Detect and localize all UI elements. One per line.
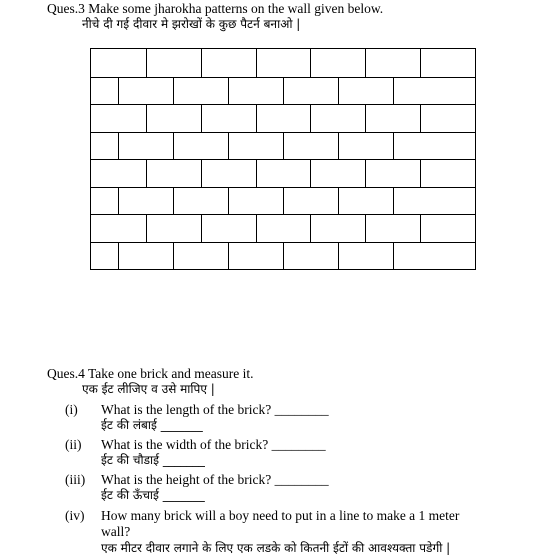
item-1-hindi: ईट की लंबाई _______ <box>101 418 203 432</box>
brick-joint <box>393 243 394 271</box>
brick-row <box>91 242 475 271</box>
brick-row <box>91 77 475 106</box>
brick-joint <box>228 133 229 161</box>
brick-joint <box>256 215 257 243</box>
brick-joint <box>365 160 366 188</box>
brick-joint <box>146 215 147 243</box>
brick-joint <box>365 49 366 77</box>
item-3-question: What is the height of the brick? ________ <box>101 472 329 487</box>
brick-joint <box>365 105 366 133</box>
brick-joint <box>310 49 311 77</box>
item-4-number: (iv) <box>65 508 85 523</box>
brick-joint <box>118 133 119 161</box>
brick-joint <box>338 188 339 216</box>
q4-hindi: एक ईट लीजिए व उसे मापिए | <box>82 382 215 396</box>
brick-joint <box>146 105 147 133</box>
brick-row <box>91 187 475 216</box>
brick-joint <box>173 243 174 271</box>
q3-heading: Ques.3 Make some jharokha patterns on the wall given below. <box>47 1 384 16</box>
item-1-question: What is the length of the brick? ________ <box>101 402 329 417</box>
item-2-number: (ii) <box>65 437 82 452</box>
q3-hindi: नीचे दी गई दीवार मे झरोखों के कुछ पैटर्न बनाओ | <box>82 17 301 31</box>
brick-joint <box>393 188 394 216</box>
item-2-question: What is the width of the brick? ________ <box>101 437 326 452</box>
brick-row <box>91 49 475 77</box>
brick-joint <box>283 188 284 216</box>
brick-joint <box>256 49 257 77</box>
brick-joint <box>228 188 229 216</box>
brick-joint <box>256 105 257 133</box>
brick-joint <box>393 133 394 161</box>
brick-joint <box>420 105 421 133</box>
brick-joint <box>310 215 311 243</box>
brick-joint <box>228 78 229 106</box>
brick-joint <box>338 78 339 106</box>
brick-joint <box>256 160 257 188</box>
brick-joint <box>365 215 366 243</box>
brick-joint <box>118 188 119 216</box>
brick-joint <box>283 78 284 106</box>
brick-joint <box>310 160 311 188</box>
item-1-number: (i) <box>65 402 78 417</box>
brick-joint <box>338 133 339 161</box>
brick-joint <box>393 78 394 106</box>
brick-joint <box>283 243 284 271</box>
item-3-hindi: ईट की ऊँचाई _______ <box>101 488 205 502</box>
brick-joint <box>118 78 119 106</box>
item-4-question-line2: wall? <box>101 524 131 539</box>
brick-joint <box>310 105 311 133</box>
brick-joint <box>173 188 174 216</box>
brick-joint <box>228 243 229 271</box>
item-3-number: (iii) <box>65 472 86 487</box>
brick-joint <box>201 160 202 188</box>
brick-joint <box>201 49 202 77</box>
q4-heading: Ques.4 Take one brick and measure it. <box>47 366 254 381</box>
brick-joint <box>173 78 174 106</box>
brick-joint <box>146 49 147 77</box>
brick-joint <box>283 133 284 161</box>
brick-wall[interactable] <box>90 48 476 270</box>
brick-joint <box>420 160 421 188</box>
brick-row <box>91 159 475 188</box>
item-2-hindi: ईट की चौडाई _______ <box>101 453 205 467</box>
item-4-hindi: एक मीटर दीवार लगाने के लिए एक लडके को कितनी ईटों की आवश्यक्ता पडेगी | <box>101 541 451 555</box>
brick-joint <box>338 243 339 271</box>
brick-joint <box>420 215 421 243</box>
brick-joint <box>201 105 202 133</box>
brick-row <box>91 104 475 133</box>
brick-joint <box>420 49 421 77</box>
brick-joint <box>173 133 174 161</box>
brick-row <box>91 214 475 243</box>
brick-row <box>91 132 475 161</box>
brick-joint <box>201 215 202 243</box>
brick-joint <box>146 160 147 188</box>
brick-joint <box>118 243 119 271</box>
item-4-question-line1: How many brick will a boy need to put in a line to make a 1 meter <box>101 508 460 523</box>
